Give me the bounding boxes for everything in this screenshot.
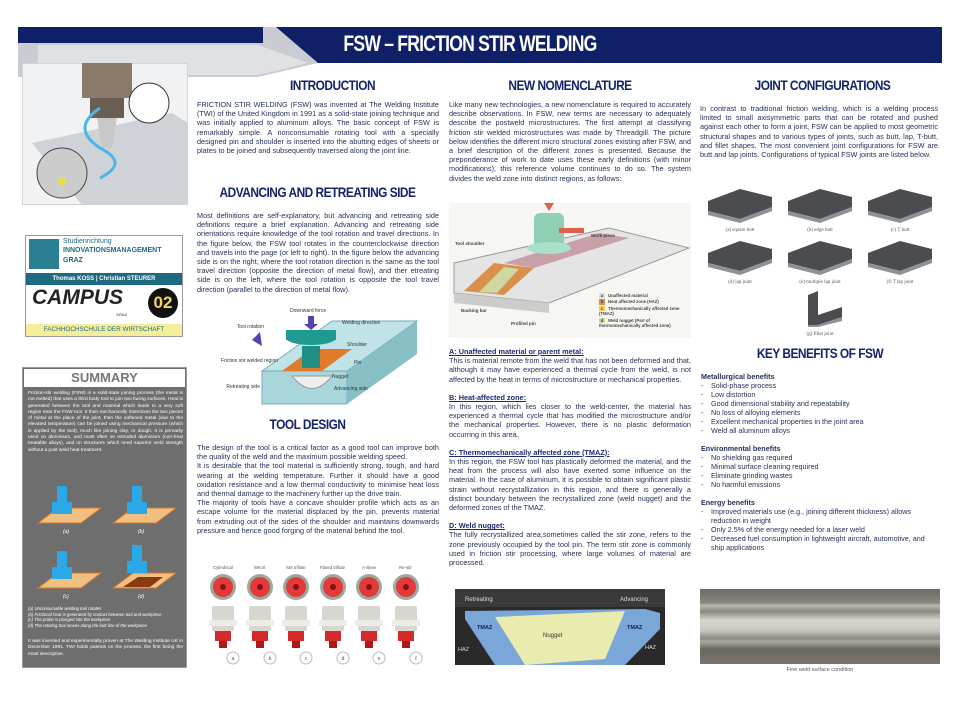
benefit-item: - Improved materials use (e.g., joining different thickness) allows reduction in weight [701,507,936,525]
benefit-item: - Eliminate grinding wastes [701,471,936,480]
summary-note: (a) Unconsumable welding tool rotates [28,606,102,611]
label-tool-shoulder: Tool shoulder [455,241,485,246]
benefit-group [701,444,936,489]
zone-text: The fully recrystallized area,sometimes called the stir zone, refers to the zone previously occupied by the tool pin. The term stir zone is commonly used in friction stir processing, where large volumes of material are processed. [449,530,691,568]
benefit-item: - Excellent mechanical properties in the joint area [701,417,936,426]
logo-emblem [29,239,59,269]
tool-letter: b [268,656,271,662]
benefit-item: - Only 2.5% of the energy needed for a laser weld [701,525,936,534]
tool-name: Re-stir [399,565,412,570]
tool-letter: d [341,656,344,662]
tool-drawing [351,570,387,668]
joint-item [860,183,940,233]
weld-zones-figure [449,203,691,338]
tool-letter: a [231,656,235,662]
logo-line2: INNOVATIONSMANAGEMENT [63,247,162,254]
joints-text: In contrast to traditional friction welding, which is a welding process limited to small axisymmetric parts that can be rotated and pushed against each other to form a joint, FSW can be applied to most geometric structural shapes and to various types of joints, such as butt, lap, T-butt, and fillet shapes. The most convenient joint configurations for FSW are butt and lap joints. Configurations of typical FSW joints are listed below. [700,104,938,160]
weld-macrograph [455,589,665,665]
macro-tmaz-right: TMAZ [627,625,643,631]
tool-name: MX triflute [286,565,306,570]
benefit-item: - Weld all aluminum alloys [701,426,936,435]
tool-profile [205,565,241,670]
fsw-tool-illustration [22,63,188,205]
joint-label: (e) multiple lap joint [799,280,841,285]
tool-design-paragraph: The design of the tool is a critical factor as a good tool can improve both the quality of the weld and the maximum possible welding speed. [197,443,439,462]
campus02-logo [25,235,183,337]
intro-text: FRICTION STIR WELDING (FSW) was invented at The Welding Institute (TWI) of the United Kingdom in 1991 as a solid-state joining technique and was initially applied to aluminum alloys. The basic concept of FSW is remarkably simple. A nonconsumable rotating tool with a specially designed pin and shoulder is inserted into the abutting edges of sheets or plates to be joined and subsequently traversed along the joint line. [197,100,439,156]
joint-label: (f) T lap joint [886,280,914,285]
joint-label: (g) fillet joint [806,332,834,337]
tool-name: A-skew [361,565,377,570]
zone-legend [599,293,689,329]
summary-footer: It was invented and experimentally proven at The Welding Institute UK in December 1991. TWI holds patents on the process, the first being the most descriptive. [28,639,183,657]
summary-step-label: (d) [138,594,145,600]
benefit-item: - No shielding gas required [701,453,936,462]
benefit-item: - No harmful emissions [701,480,936,489]
benefit-group-title: Metallurgical benefits [701,372,775,381]
tool-letter: e [377,656,381,662]
summary-note: (b) Frictional heat is generated by contact between tool and workpiece [28,611,162,617]
zone-text: This is material remote from the weld that has not been deformed and that, although it may have experienced a thermal cycle from the weld, is not affected by the heat in terms of microstructure or mechanical properties. [449,356,691,384]
summary-note: (c) The probe is plunged into the workpiece [28,617,111,622]
legend-text: Heat affected zone (HAZ) [608,299,659,305]
joint-item [700,235,780,285]
zone-title: C: Thermomechanically affected zone (TMAZ): [449,447,610,457]
joint-shape [780,287,860,327]
label-welding: Welding direction [342,320,381,326]
legend-item [599,299,689,304]
label-rotation: Tool rotation [236,324,264,330]
label-pin: Pin [354,360,362,366]
joint-item [780,183,860,233]
summary-heading: SUMMARY [24,369,185,387]
advancing-heading: ADVANCING AND RETREATING SIDE [219,184,416,200]
macro-retreating: Retreating [465,597,493,603]
joint-shape [780,183,860,223]
joint-label: (a) square butt [725,228,755,233]
tool-design-heading: TOOL DESIGN [269,416,346,432]
tool-design-paragraph: The majority of tools have a concave shoulder profile which acts as an escape volume for the material displaced by the pin, prevents material from extruding out of the sides of the shoulder and maintains downwards pressure and hence good forging of the material behind the tool. [197,498,439,535]
legend-item [599,293,689,298]
joint-shape [860,183,940,223]
tool-drawing [278,570,314,668]
tool-letter: c [304,656,308,662]
zone-description [449,448,691,512]
label-downward: Downward force [290,308,327,314]
joint-item [700,183,780,233]
benefits-heading: KEY BENEFITS OF FSW [756,345,884,361]
label-advancing: Advancing side [334,386,368,392]
joint-shape [780,235,860,275]
joint-label: (b) edge butt [807,228,833,233]
logo-campus: CAMPUS [32,286,124,309]
logo-school: FACHHOCHSCHULE DER WIRTSCHAFT [26,324,182,336]
intro-heading: INTRODUCTION [289,77,376,93]
summary-notes [28,606,186,628]
legend-key: c [600,305,604,311]
legend-item [599,318,689,329]
benefit-group-title: Energy benefits [701,498,755,507]
summary-step-label: (b) [138,529,145,535]
advancing-text: Most definitions are self-explanatory, but advancing and retreating side definitions require a brief explanation. Advancing and retreating side orientations require knowledge of the tool rotation and travel directions. In the figure below, the FSW tool rotates in the counterclockwise direction and travels into the page (or left to right). In the figure below the advancing side is on the right, where the tool rotation direction is the same as the tool travel direction (opposite the direction of metal flow), and ther etreating side is on the left, where the tool rotation is opposite the tool travel direction (parallel to the direction of metal flow). [197,211,439,294]
legend-text: Weld nugget (Part of thermomechanically affected zone) [599,317,671,329]
tool-drawing [205,570,241,668]
tool-drawing [315,570,351,668]
zone-title: B: Heat-affected zone: [449,392,527,402]
label-shoulder: Shoulder [347,342,368,348]
zone-description [449,347,691,384]
joint-shape [860,235,940,275]
tool-name: Cylindrical [213,565,233,570]
joint-item [780,235,860,285]
benefit-group [701,372,936,435]
zone-title: A: Unaffected material or parent metal: [449,347,584,356]
joint-shape [700,183,780,223]
macro-tmaz-left: TMAZ [477,625,493,631]
summary-note: (d) The rotating tool moves along the butt line of the workpiece [28,622,147,628]
legend-key: b [600,299,604,305]
summary-text: Friction-stir welding (FSW) is a solid-state joining process (the metal is not melted) that uses a third body tool to join two facing surfaces. Heat is generated between the tool and material which leads to a very soft region near the FSW tool. It then mechanically intermixes the two pieces of metal at the place of the joint, then the softened metal (due to the elevated temperature) can be joined using mechanical pressure (which is applied by the tool), much like joining clay, or dough. It is primarily used on aluminium, and most often on extruded aluminium (non-heat treatable alloys), and on structures which need superior weld strength without a post weld heat treatment. [28,391,183,453]
benefit-item: - Minimal surface cleaning required [701,462,936,471]
label-region: Friction stir welded region [221,358,278,364]
logo-line3: GRAZ [63,257,83,264]
label-backing-bar: Backing bar [461,308,487,313]
benefits-list [701,372,936,561]
tool-design-paragraph: It is desirable that the tool material is sufficiently strong, tough, and hard wearing at the welding temperature. Further it should have a good oxidation resistance and a low thermal conductivity to minimise heat loss and thermal damage to the machinery further up the drive train. [197,461,439,499]
tool-drawing [242,570,278,668]
summary-process-figure [33,478,178,608]
logo-campus-sub: GRAZ [116,312,128,317]
benefit-item: - Solid-phase process [701,381,936,390]
logo-number: 02 [148,288,178,318]
legend-key: d [600,317,604,323]
tool-profile [242,565,278,670]
weld-surface-photo [700,589,940,664]
benefit-items [701,453,936,489]
label-retreating: Retreating side [226,384,260,390]
legend-text: Thermomechanically affected zone (TMAZ) [599,305,680,317]
tool-profile [351,565,387,670]
legend-key: a [600,293,604,298]
joint-label: (d) lap joint [728,280,752,285]
summary-box [22,367,187,668]
tool-drawing [388,570,424,668]
weld-surface-caption: Fine weld surface condition [786,667,854,673]
benefit-items [701,507,936,552]
nomenclature-heading: NEW NOMENCLATURE [508,77,632,93]
poster-title: FSW – FRICTION STIR WELDING [343,31,597,56]
zone-description [449,521,691,567]
benefit-items [701,381,936,435]
nomenclature-text: Like many new technologies, a new nomenclature is required to accurately describe observations. In FSW, new terms are necessary to adequately describe the postweld microstructures. The first attempt at classifying friction stir welded microstructures was made by Threadgill. The picture below identifies the different micro structural zones existing after FSW, and a brief description of the different zones is presented. Because the preponderance of work to date uses these early definitions (with minor modifications), this reference volume continues to do so. The system divides the weld zone into distinct regions, as follows: [449,100,691,183]
joint-label: (c) T butt [890,228,910,233]
benefit-group-title: Environmental benefits [701,444,781,453]
logo-line1: Studienrichtung [63,238,112,245]
zone-text: In this region, the FSW tool has plastically deformed the material, and the heat from the process will also have exerted some influence on the material. In the case of aluminum, it is possible to obtain significant plastic strain without recrystallization in this region, and there is generally a distinct boundary between the recrystallized zone (weld nugget) and the deformed zones of the TMAZ. [449,457,691,513]
benefit-group [701,498,936,552]
benefit-item: - Low distortion [701,390,936,399]
macro-haz-left: HAZ [458,647,469,653]
joint-shape [700,235,780,275]
joint-item [860,235,940,285]
macro-haz-right: HAZ [645,645,656,651]
benefit-item: - Good dimensional stability and repeatability [701,399,936,408]
benefit-item: - No loss of alloying elements [701,408,936,417]
zone-descriptions [449,347,691,576]
label-nugget: Nugget [332,374,349,380]
logo-authors: Thomas KOSS | Christian STEURER [26,273,182,285]
zone-text: In this region, which lies closer to the weld-center, the material has experienced a thermal cycle that has modified the microstructure and/or the mechanical properties. However, there is no plastic deformation occurring in this area. [449,402,691,439]
legend-text: Unaffected material [608,293,648,298]
label-workpiece: Work piece [591,233,615,238]
tool-letter: f [414,656,417,662]
tool-profiles-figure [205,565,425,670]
zone-description [449,393,691,439]
joint-configurations-figure [700,183,940,337]
tool-profile [315,565,351,670]
summary-step-label: (a) [63,529,70,535]
tool-design-text [197,443,439,535]
joints-heading: JOINT CONFIGURATIONS [754,77,891,93]
zone-title: D: Weld nugget: [449,521,505,531]
joint-item [780,287,860,337]
macro-nugget: Nugget [543,633,563,639]
tool-name: Flared triflute [319,565,346,570]
tool-profile [278,565,314,670]
benefit-item: - Decreased fuel consumption in lightweight aircraft, automotive, and ship applications [701,534,936,552]
legend-item [599,306,689,317]
macro-advancing: Advancing [620,597,649,603]
summary-step-label: (c) [63,594,69,600]
tool-name: Whorl [253,565,266,570]
label-profiled-pin: Profiled pin [511,321,536,326]
tool-profile [388,565,424,670]
advancing-retreating-figure [197,304,439,408]
